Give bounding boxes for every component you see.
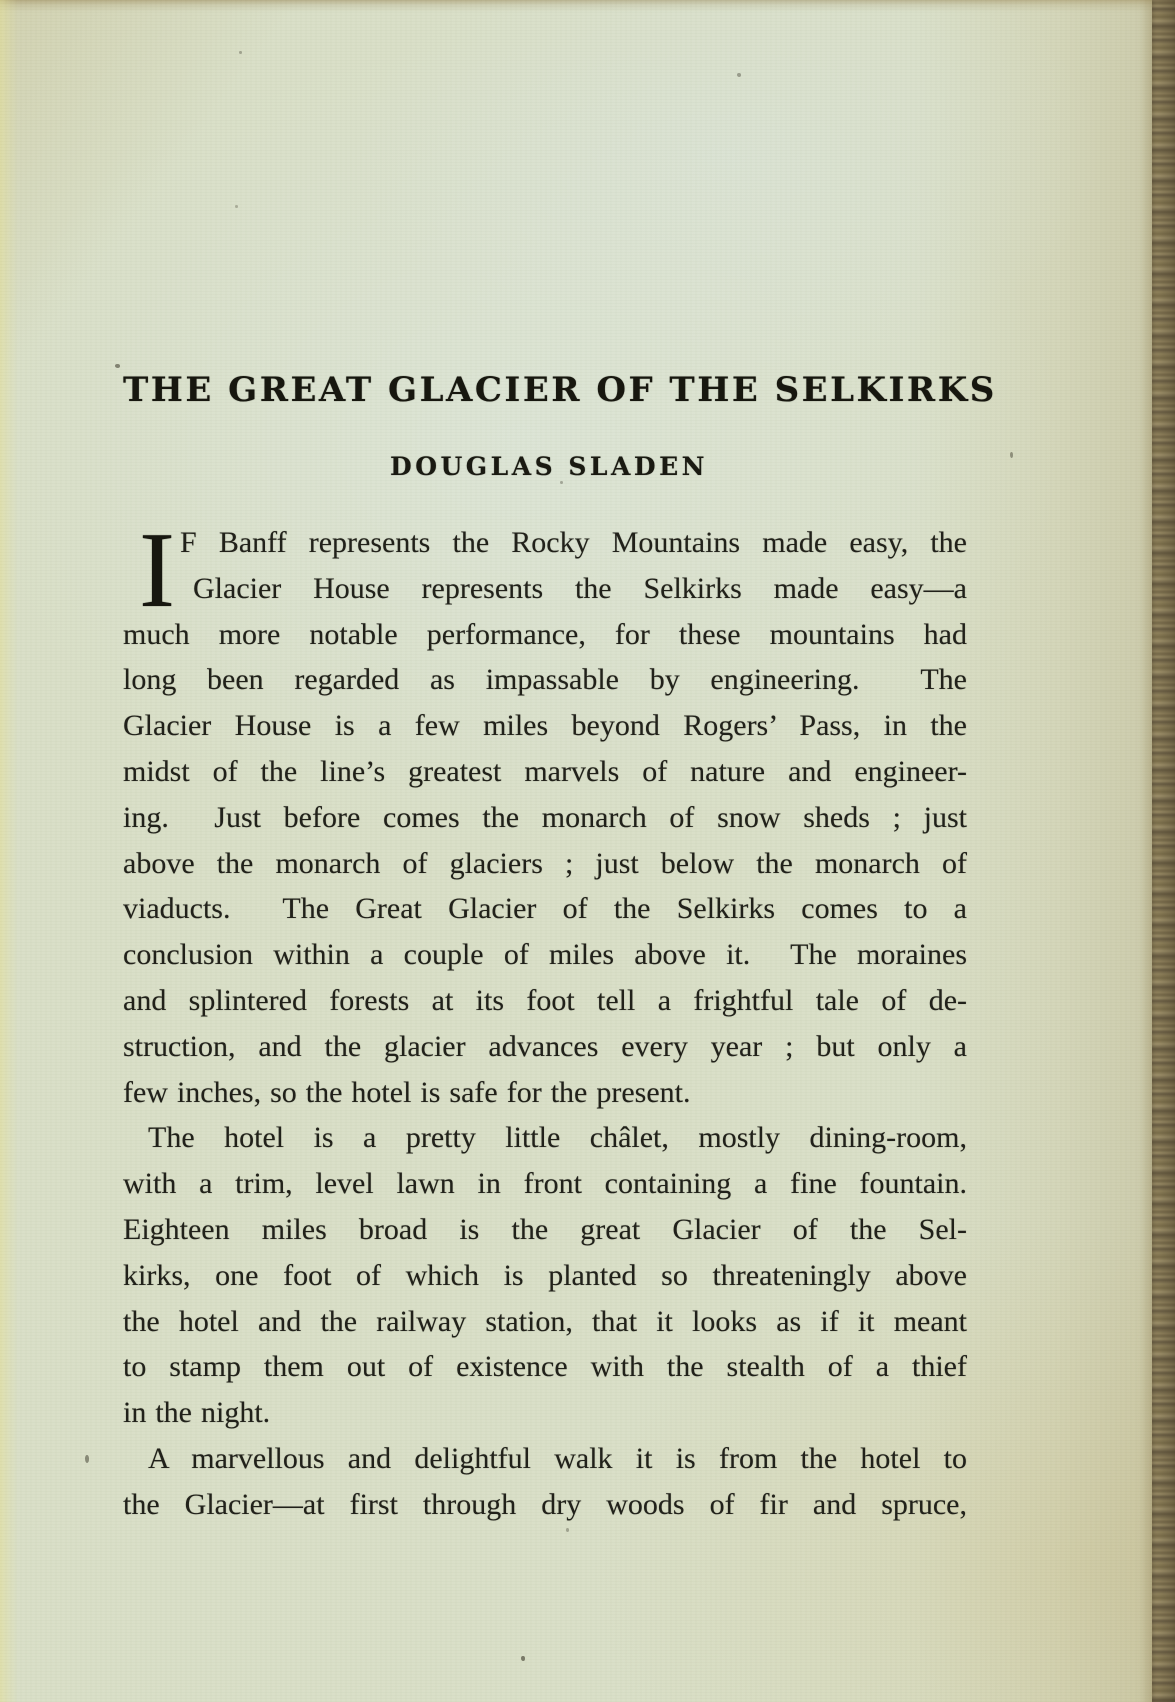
text-line: and splintered forests at its foot tell a frightful tale of de- [123,983,967,1017]
text-line: struction, and the glacier advances every year ; but only a [123,1029,967,1063]
text-line: Eighteen miles broad is the great Glacier of the Sel- [123,1212,967,1246]
dust-speck [239,51,242,54]
dust-speck [1010,452,1013,458]
text-line: the hotel and the railway station, that it looks as if it meant [123,1304,967,1338]
text-line: conclusion within a couple of miles above it. The moraines [123,938,967,972]
text-line: The hotel is a pretty little châlet, mostly dining-room, [148,1121,967,1155]
text-line: much more notable performance, for these mountains had [123,617,967,651]
text-line: F Banff represents the Rocky Mountains made easy, the [180,526,967,559]
text-line: few inches, so the hotel is safe for the present. [123,1075,691,1109]
paragraph [123,1115,967,1436]
dust-speck [235,205,238,208]
text-line: kirks, one foot of which is planted so threateningly above [123,1258,967,1292]
text-line: long been regarded as impassable by engineering. The [123,663,967,697]
body-text [123,511,967,1528]
text-line: the Glacier—at first through dry woods of fir and spruce, [123,1487,967,1521]
chapter-title: THE GREAT GLACIER OF THE SELKIRKS [123,370,997,410]
dust-speck [560,481,563,484]
dust-speck [85,1455,89,1463]
book-page-edges [1152,0,1175,1702]
text-line: Glacier House is a few miles beyond Rogers’ Pass, in the [123,709,967,743]
text-line: midst of the line’s greatest marvels of nature and engineer- [123,754,967,788]
text-line: ing. Just before comes the monarch of snow sheds ; just [123,800,967,834]
paragraph [123,511,967,1115]
drop-cap-letter: I [139,511,175,630]
text-line: with a trim, level lawn in front containing a fine fountain. [123,1167,967,1201]
author-byline: DOUGLAS SLADEN [390,452,708,481]
text-line: Glacier House represents the Selkirks made easy—a [193,571,967,605]
text-line: above the monarch of glaciers ; just below the monarch of [123,846,967,880]
paragraph [123,1436,967,1528]
dust-speck [737,73,741,77]
text-line: in the night. [123,1396,271,1430]
dust-speck [521,1656,525,1661]
text-line: to stamp them out of existence with the stealth of a thief [123,1350,967,1384]
dust-speck [115,364,120,368]
text-line: viaducts. The Great Glacier of the Selkirks comes to a [123,892,967,926]
text-line: A marvellous and delightful walk it is from the hotel to [148,1441,967,1475]
dust-speck [566,1528,569,1532]
